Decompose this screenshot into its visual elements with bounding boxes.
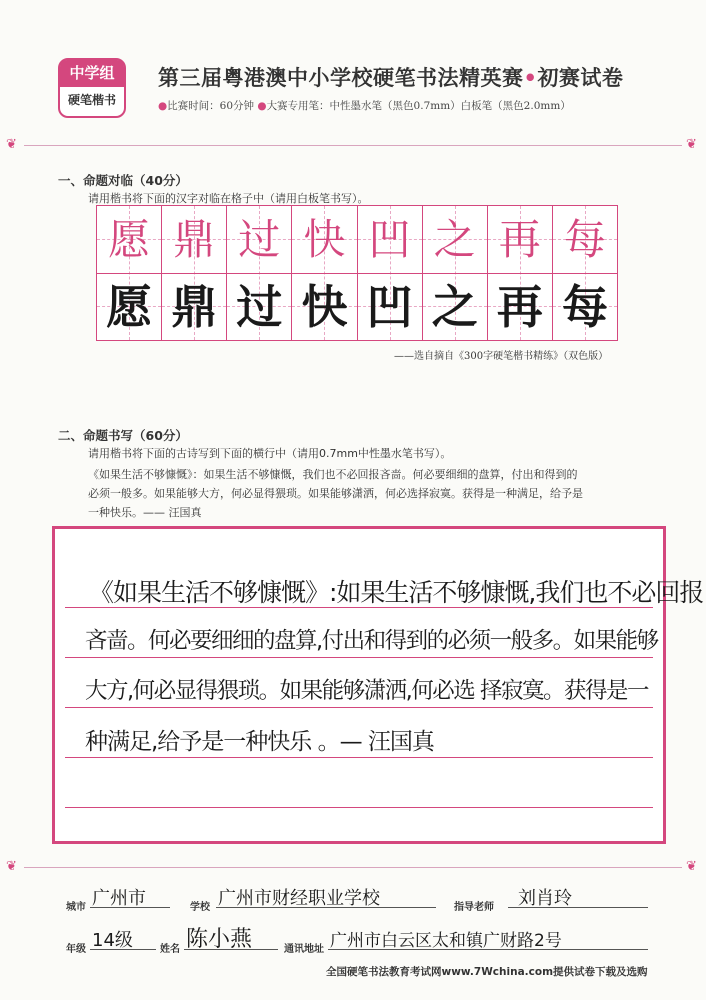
time-label: 比赛时间：60分钟 — [167, 100, 255, 112]
teacher-value: 刘肖玲 — [518, 888, 572, 909]
cell-divider — [162, 273, 226, 274]
ruled-line — [65, 757, 653, 758]
copy-grid — [96, 205, 618, 341]
cell-divider — [553, 273, 617, 274]
grid-cell — [553, 206, 617, 340]
cell-divider — [488, 273, 552, 274]
name-label: 姓名 — [160, 944, 180, 955]
ornament-icon: ❦ — [686, 137, 697, 152]
underline — [328, 949, 648, 950]
divider — [24, 867, 682, 868]
handwritten-char: 每 — [561, 280, 608, 334]
grid-cell — [227, 206, 292, 340]
handwritten-char: 再 — [496, 280, 543, 334]
name-value: 陈小燕 — [186, 927, 253, 952]
underline — [184, 949, 278, 950]
poem-line: 一种快乐。—— 汪国真 — [88, 506, 202, 519]
underline — [216, 907, 436, 908]
pen-label: 大赛专用笔：中性墨水笔（黑色0.7mm）白板笔（黑色2.0mm） — [266, 100, 571, 112]
ruled-line — [65, 807, 653, 808]
model-char: 再 — [498, 215, 541, 264]
teacher-label: 指导老师 — [454, 902, 494, 913]
address-label: 通讯地址 — [284, 944, 324, 955]
grid-cell — [162, 206, 227, 340]
group-badge — [58, 58, 126, 118]
ruled-line — [65, 657, 653, 658]
group-label: 中学组 — [60, 60, 124, 87]
page-title — [158, 62, 623, 92]
handwritten-line: 大方,何必显得猥琐。如果能够潇洒,何必选 择寂寞。获得是一 — [85, 678, 648, 704]
model-char: 每 — [563, 215, 606, 264]
handwritten-char: 快 — [301, 280, 348, 334]
handwritten-char: 之 — [431, 280, 478, 334]
section2-title: 二、命题书写（60分） — [58, 428, 188, 443]
cell-divider — [292, 273, 356, 274]
poem-text — [88, 465, 678, 522]
footer-text: 全国硬笔书法教育考试网www.7Wchina.com提供试卷下载及选购 — [326, 966, 648, 978]
title-separator: • — [523, 66, 538, 90]
handwritten-line: 种满足,给予是一种快乐 。— 汪国真 — [85, 729, 434, 755]
grid-cell — [97, 206, 162, 340]
cell-divider — [358, 273, 422, 274]
source-note: ——选自摘自《300字硬笔楷书精练》（双色版） — [394, 351, 609, 362]
divider — [24, 145, 682, 146]
ornament-icon: ❦ — [6, 859, 17, 874]
title-main: 第三届粤港澳中小学校硬笔书法精英赛 — [158, 66, 524, 90]
exam-details — [158, 98, 571, 113]
underline — [90, 907, 170, 908]
bullet-icon: ● — [257, 100, 267, 112]
grid-cell — [292, 206, 357, 340]
section2-instruction: 请用楷书将下面的古诗写到下面的横行中（请用0.7mm中性墨水笔书写）。 — [88, 447, 452, 460]
cell-divider — [97, 273, 161, 274]
handwritten-char: 愿 — [106, 280, 153, 334]
writing-box — [52, 526, 704, 844]
section1-instruction: 请用楷书将下面的汉字对临在格子中（请用白板笔书写）。 — [88, 192, 369, 205]
cell-divider — [423, 273, 487, 274]
grid-cell — [358, 206, 423, 340]
grade-label: 年级 — [66, 944, 86, 955]
underline — [508, 907, 648, 908]
city-value: 广州市 — [92, 888, 146, 909]
category-label: 硬笔楷书 — [67, 93, 116, 107]
handwritten-line: 吝啬。何必要细细的盘算,付出和得到的必须一般多。如果能够 — [85, 628, 658, 654]
handwritten-line: 《如果生活不够慷慨》:如果生活不够慷慨,我们也不必回报 — [89, 578, 704, 607]
ruled-line — [65, 707, 653, 708]
model-char: 愿 — [108, 215, 151, 264]
grid-cell — [423, 206, 488, 340]
title-suffix: 初赛试卷 — [537, 66, 624, 90]
model-char: 快 — [303, 215, 346, 264]
section1-title: 一、命题对临（40分） — [58, 173, 188, 188]
cell-divider — [227, 273, 291, 274]
grid-cell — [488, 206, 553, 340]
grade-value: 14级 — [92, 930, 133, 951]
handwritten-char: 鼎 — [171, 280, 218, 334]
ornament-icon: ❦ — [686, 859, 697, 874]
school-label: 学校 — [190, 902, 210, 913]
poem-line: 《如果生活不够慷慨》：如果生活不够慷慨，我们也不必回报吝啬。何必要细细的盘算，付出和得到的 — [88, 468, 578, 481]
underline — [90, 949, 156, 950]
city-label: 城市 — [66, 902, 86, 913]
poem-line: 必须一般多。如果能够大方，何必显得猥琐。如果能够潇洒，何必选择寂寞。获得是一种满足，给予是 — [88, 487, 583, 500]
model-char: 之 — [433, 215, 476, 264]
school-value: 广州市财经职业学校 — [218, 888, 380, 909]
model-char: 过 — [238, 215, 281, 264]
model-char: 鼎 — [173, 215, 216, 264]
address-value: 广州市白云区太和镇广财路2号 — [330, 931, 562, 951]
model-char: 凹 — [368, 215, 411, 264]
ornament-icon: ❦ — [6, 137, 17, 152]
handwritten-char: 凹 — [366, 280, 413, 334]
bullet-icon: ● — [158, 100, 168, 112]
handwritten-char: 过 — [236, 280, 283, 334]
